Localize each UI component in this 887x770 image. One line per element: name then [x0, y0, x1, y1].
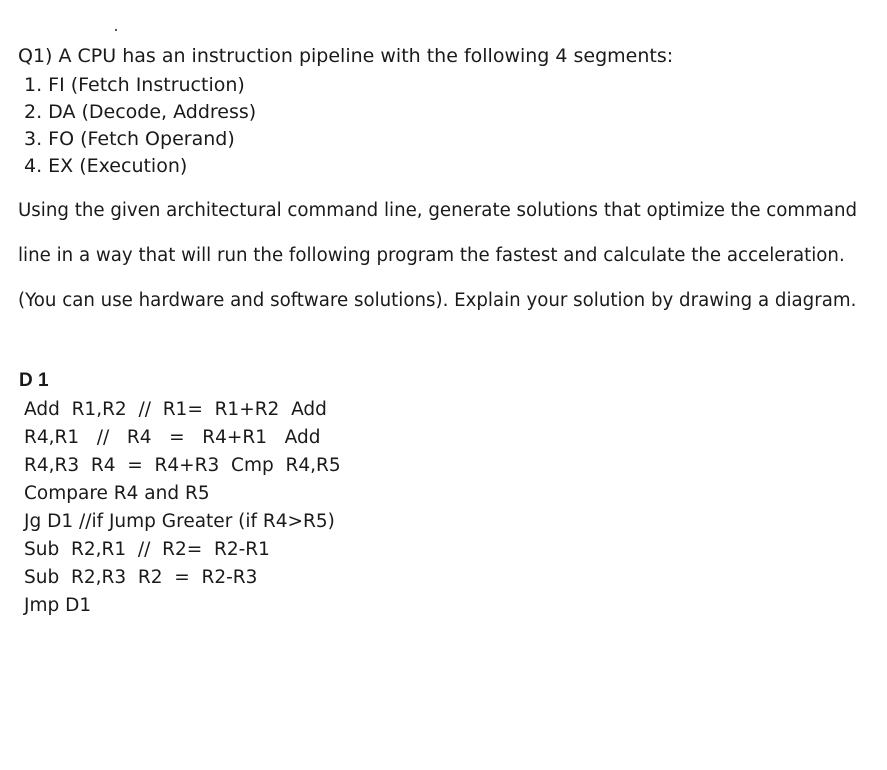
pipeline-segment-list: [24, 72, 256, 180]
segment-item-da: 2. DA (Decode, Address): [24, 101, 257, 123]
code-line: R4,R3 R4 = R4+R3 Cmp R4,R5: [24, 455, 341, 476]
code-line: Add R1,R2 // R1= R1+R2 Add: [24, 399, 327, 420]
instructions-paragraph: [18, 196, 878, 331]
code-line: Sub R2,R3 R2 = R2-R3: [24, 567, 258, 588]
paragraph-line: line in a way that will run the following program the fastest and calculate the acceleration.: [18, 245, 845, 266]
code-line: Sub R2,R1 // R2= R2-R1: [24, 539, 270, 560]
code-line: Compare R4 and R5: [24, 483, 210, 504]
paragraph-line: (You can use hardware and software solutions). Explain your solution by drawing a diagram.: [18, 290, 857, 311]
segment-item-ex: 4. EX (Execution): [24, 155, 188, 177]
segment-item-fi: 1. FI (Fetch Instruction): [24, 74, 245, 96]
assembly-code-block: [24, 396, 341, 620]
stray-dot: [115, 29, 117, 31]
segment-item-fo: 3. FO (Fetch Operand): [24, 128, 235, 150]
code-label: D 1: [19, 370, 49, 391]
code-line: Jmp D1: [24, 595, 92, 616]
code-line: Jg D1 //if Jump Greater (if R4>R5): [24, 511, 335, 532]
code-line: R4,R1 // R4 = R4+R1 Add: [24, 427, 321, 448]
question-title: Q1) A CPU has an instruction pipeline with the following 4 segments:: [18, 45, 674, 67]
paragraph-line: Using the given architectural command line, generate solutions that optimize the command: [18, 200, 858, 221]
